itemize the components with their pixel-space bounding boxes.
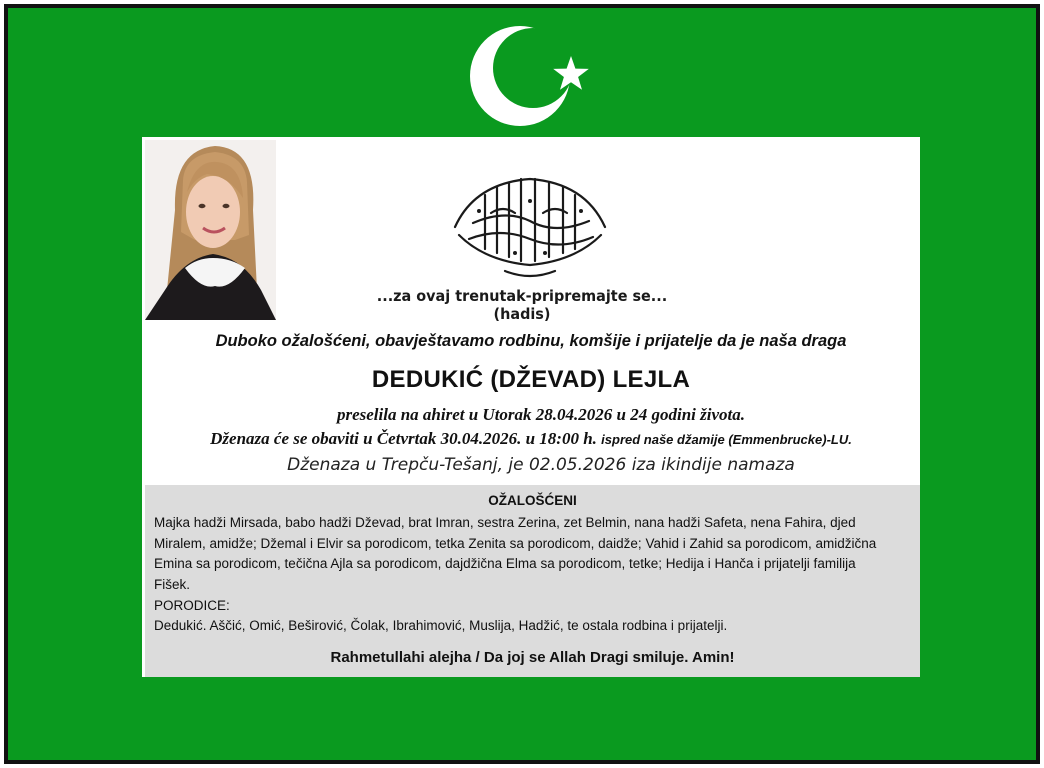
intro-text: Duboko ožalošćeni, obavještavamo rodbinu, komšije i prijatelje da je naša draga [215,332,847,350]
crescent-star-icon [468,18,598,134]
portrait-photo [145,140,276,320]
mourners-panel [145,485,920,677]
funeral-place: ispred naše džamije (Emmenbrucke)-LU. [601,432,852,447]
second-funeral-text: Dženaza u Trepču-Tešanj, je 02.05.2026 iza ikindije namaza [287,455,795,475]
families-label: PORODICE: [154,598,230,613]
notice-card [142,137,920,677]
mourners-list: Majka hadži Mirsada, babo hadži Dževad, brat Imran, sestra Zerina, zet Belmin, nana hadži Safeta, nena Fahira, djed Miralem, amidže; Džemal i Elvir sa porodicom, tetka Zenita sa porodicom, daidže; Vahid i Zahid sa porodicom, amidžična Emina sa porodicom, tečična Ajla sa porodicom, dajdžična Elma sa porodicom, tetke; Hedija i Hanča i prijatelji familija Fišek. [154,515,877,592]
deceased-name: DEDUKIĆ (DŽEVAD) LEJLA [371,366,691,393]
passing-text: preselila na ahiret u Utorak 28.04.2026 u 24 godini života. [336,405,746,424]
funeral-text [142,429,920,449]
funeral-main: Dženaza će se obaviti u Četvrtak 30.04.2026. u 18:00 h. [210,429,597,448]
green-background [4,4,1040,764]
arabic-calligraphy-icon [445,165,615,285]
closing-prayer: Rahmetullahi alejha / Da joj se Allah Dragi smiluje. Amin! [330,649,735,666]
portrait-illustration [145,140,276,320]
hadis-quote: ...za ovaj trenutak-pripremajte se... (hadis) [376,287,668,323]
families-list: Dedukić. Aščić, Omić, Beširović, Čolak, Ibrahimović, Muslija, Hadžić, te ostala rodbina i prijatelji. [154,618,728,633]
mourners-title: OŽALOŠĆENI [488,493,577,508]
